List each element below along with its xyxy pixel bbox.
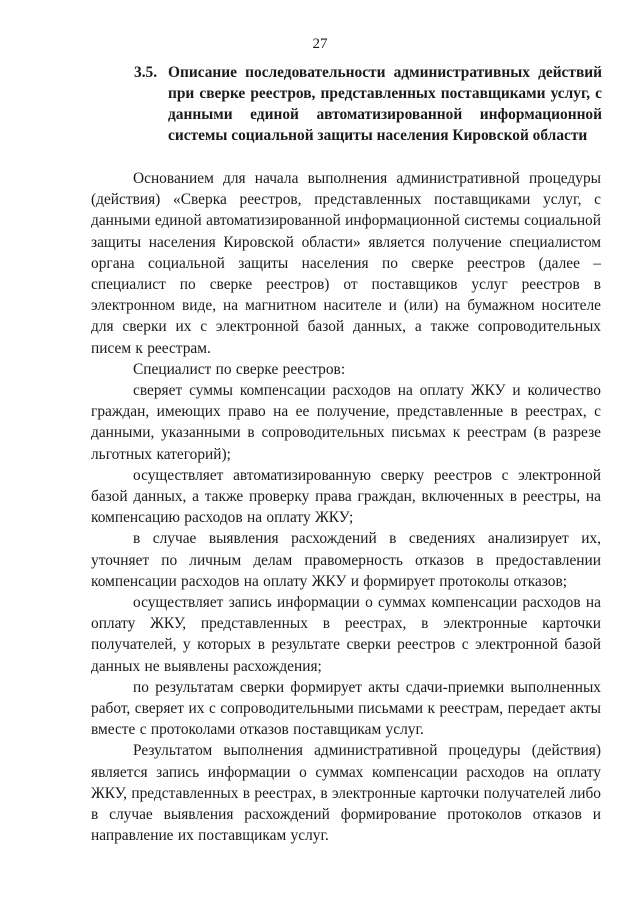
paragraph-automated-check: осуществляет автоматизированную сверку реестров с электронной базой данных, а также проверку права граждан, включенных в реестры, на компенсацию расходов на оплату ЖКУ; bbox=[91, 466, 601, 527]
paragraph-specialist-intro: Специалист по сверке реестров: bbox=[133, 360, 346, 378]
heading-text-line-1: Описание последовательности административных действий bbox=[168, 64, 602, 81]
paragraph-compare-sums: сверяет суммы компенсации расходов на оплату ЖКУ и количество граждан, имеющих право на ее получение, представленные в реестрах, с данными, указанными в сопроводительных письмах к реестрам (в разрезе льготных категорий); bbox=[91, 382, 601, 463]
paragraph-basis: Основанием для начала выполнения административной процедуры (действия) «Сверка реестров, представленных поставщиками услуг, с данными единой автоматизированной информационной системы социальной защиты населения Кировской области» является получение специалистом органа социальной защиты населения по сверке реестров (далее – специалист по сверке реестров) от поставщиков услуг реестров в электронном виде, на магнитном насителе и (или) на бумажном носителе для сверки их с электронной базой данных, а также сопроводительных писем к реестрам. bbox=[91, 170, 601, 357]
paragraph-acts: по результатам сверки формирует акты сдачи-приемки выполненных работ, сверяет их с сопроводительными письмами к реестрам, передает акты вместе с протоколами отказов поставщикам услуг. bbox=[91, 678, 601, 739]
heading-line-2: при сверке реестров, представленных поставщиками услуг, с bbox=[168, 85, 602, 102]
heading-line-4: системы социальной защиты населения Кировской области bbox=[168, 127, 588, 144]
page-number: 27 bbox=[312, 36, 328, 52]
section-heading bbox=[134, 62, 602, 146]
heading-line-1 bbox=[134, 62, 602, 83]
paragraph-discrepancies: в случае выявления расхождений в сведениях анализирует их, уточняет по личным делам правомерность отказов в предоставлении компенсации расходов на оплату ЖКУ и формирует протоколы отказов; bbox=[91, 530, 601, 590]
document-body bbox=[91, 168, 601, 847]
heading-line-3: данными единой автоматизированной информационной bbox=[168, 106, 602, 123]
paragraph-result: Результатом выполнения административной процедуры (действия) является запись информации о суммах компенсации расходов на оплату ЖКУ, представленных в реестрах, в электронные карточки получателей либо в случае выявления расхождений формирование протоколов отказов и направление их поставщикам услуг. bbox=[91, 742, 601, 845]
section-number: 3.5. bbox=[134, 64, 158, 81]
paragraph-record-info: осуществляет запись информации о суммах компенсации расходов на оплату ЖКУ, представленных в реестрах, в электронные карточки получателей, у которых в результате сверки реестров с электронной базой данных не выявлены расхождения; bbox=[91, 594, 601, 675]
